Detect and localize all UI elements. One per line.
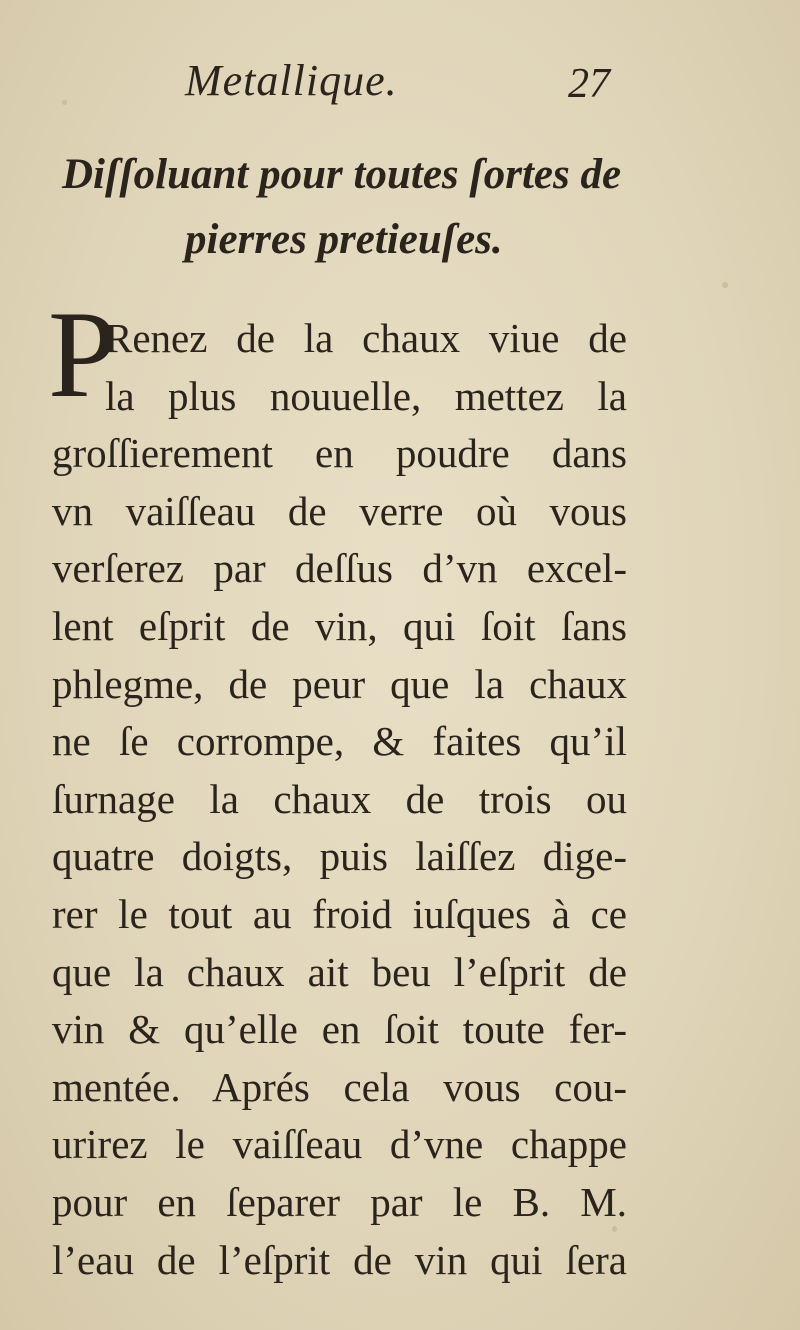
text-line: groſſierement en poudre dans <box>52 430 627 477</box>
text-line: verſerez par deſſus d’vn excel- <box>52 545 627 592</box>
text-line: quatre doigts, puis laiſſez dige- <box>52 833 627 880</box>
text-line: la plus nouuelle, mettez la <box>105 372 627 419</box>
text-line: urirez le vaiſſeau d’vne chappe <box>52 1121 627 1168</box>
text-line: lent eſprit de vin, qui ſoit ſans <box>52 602 627 649</box>
text-line: l’eau de l’eſprit de vin qui ſera <box>52 1236 627 1283</box>
text-line: vin & qu’elle en ſoit toute fer- <box>52 1006 627 1053</box>
text-line: vn vaiſſeau de verre où vous <box>52 487 627 534</box>
section-heading-line-1: Diſſoluant pour toutes ſortes de <box>62 151 622 198</box>
running-head: Metallique. <box>185 56 398 105</box>
page-number: 27 <box>568 61 610 107</box>
paper-spot <box>62 100 67 105</box>
text-line: rer le tout au froid iuſques à ce <box>52 890 627 937</box>
text-line: mentée. Aprés cela vous cou- <box>52 1063 627 1110</box>
text-line: ne ſe corrompe, & faites qu’il <box>52 718 627 765</box>
paper-spot <box>722 282 728 288</box>
text-line: Renez de la chaux viue de <box>105 315 627 361</box>
text-line: que la chaux ait beu l’eſprit de <box>52 948 627 995</box>
section-heading-line-2: pierres pretieuſes. <box>185 216 503 263</box>
drop-cap: P <box>48 286 117 423</box>
text-line: ſurnage la chaux de trois ou <box>52 775 627 822</box>
body-text <box>52 310 627 1289</box>
text-line: phlegme, de peur que la chaux <box>52 660 627 707</box>
paper-spot <box>612 1226 617 1232</box>
text-line: pour en ſeparer par le B. M. <box>52 1178 627 1225</box>
